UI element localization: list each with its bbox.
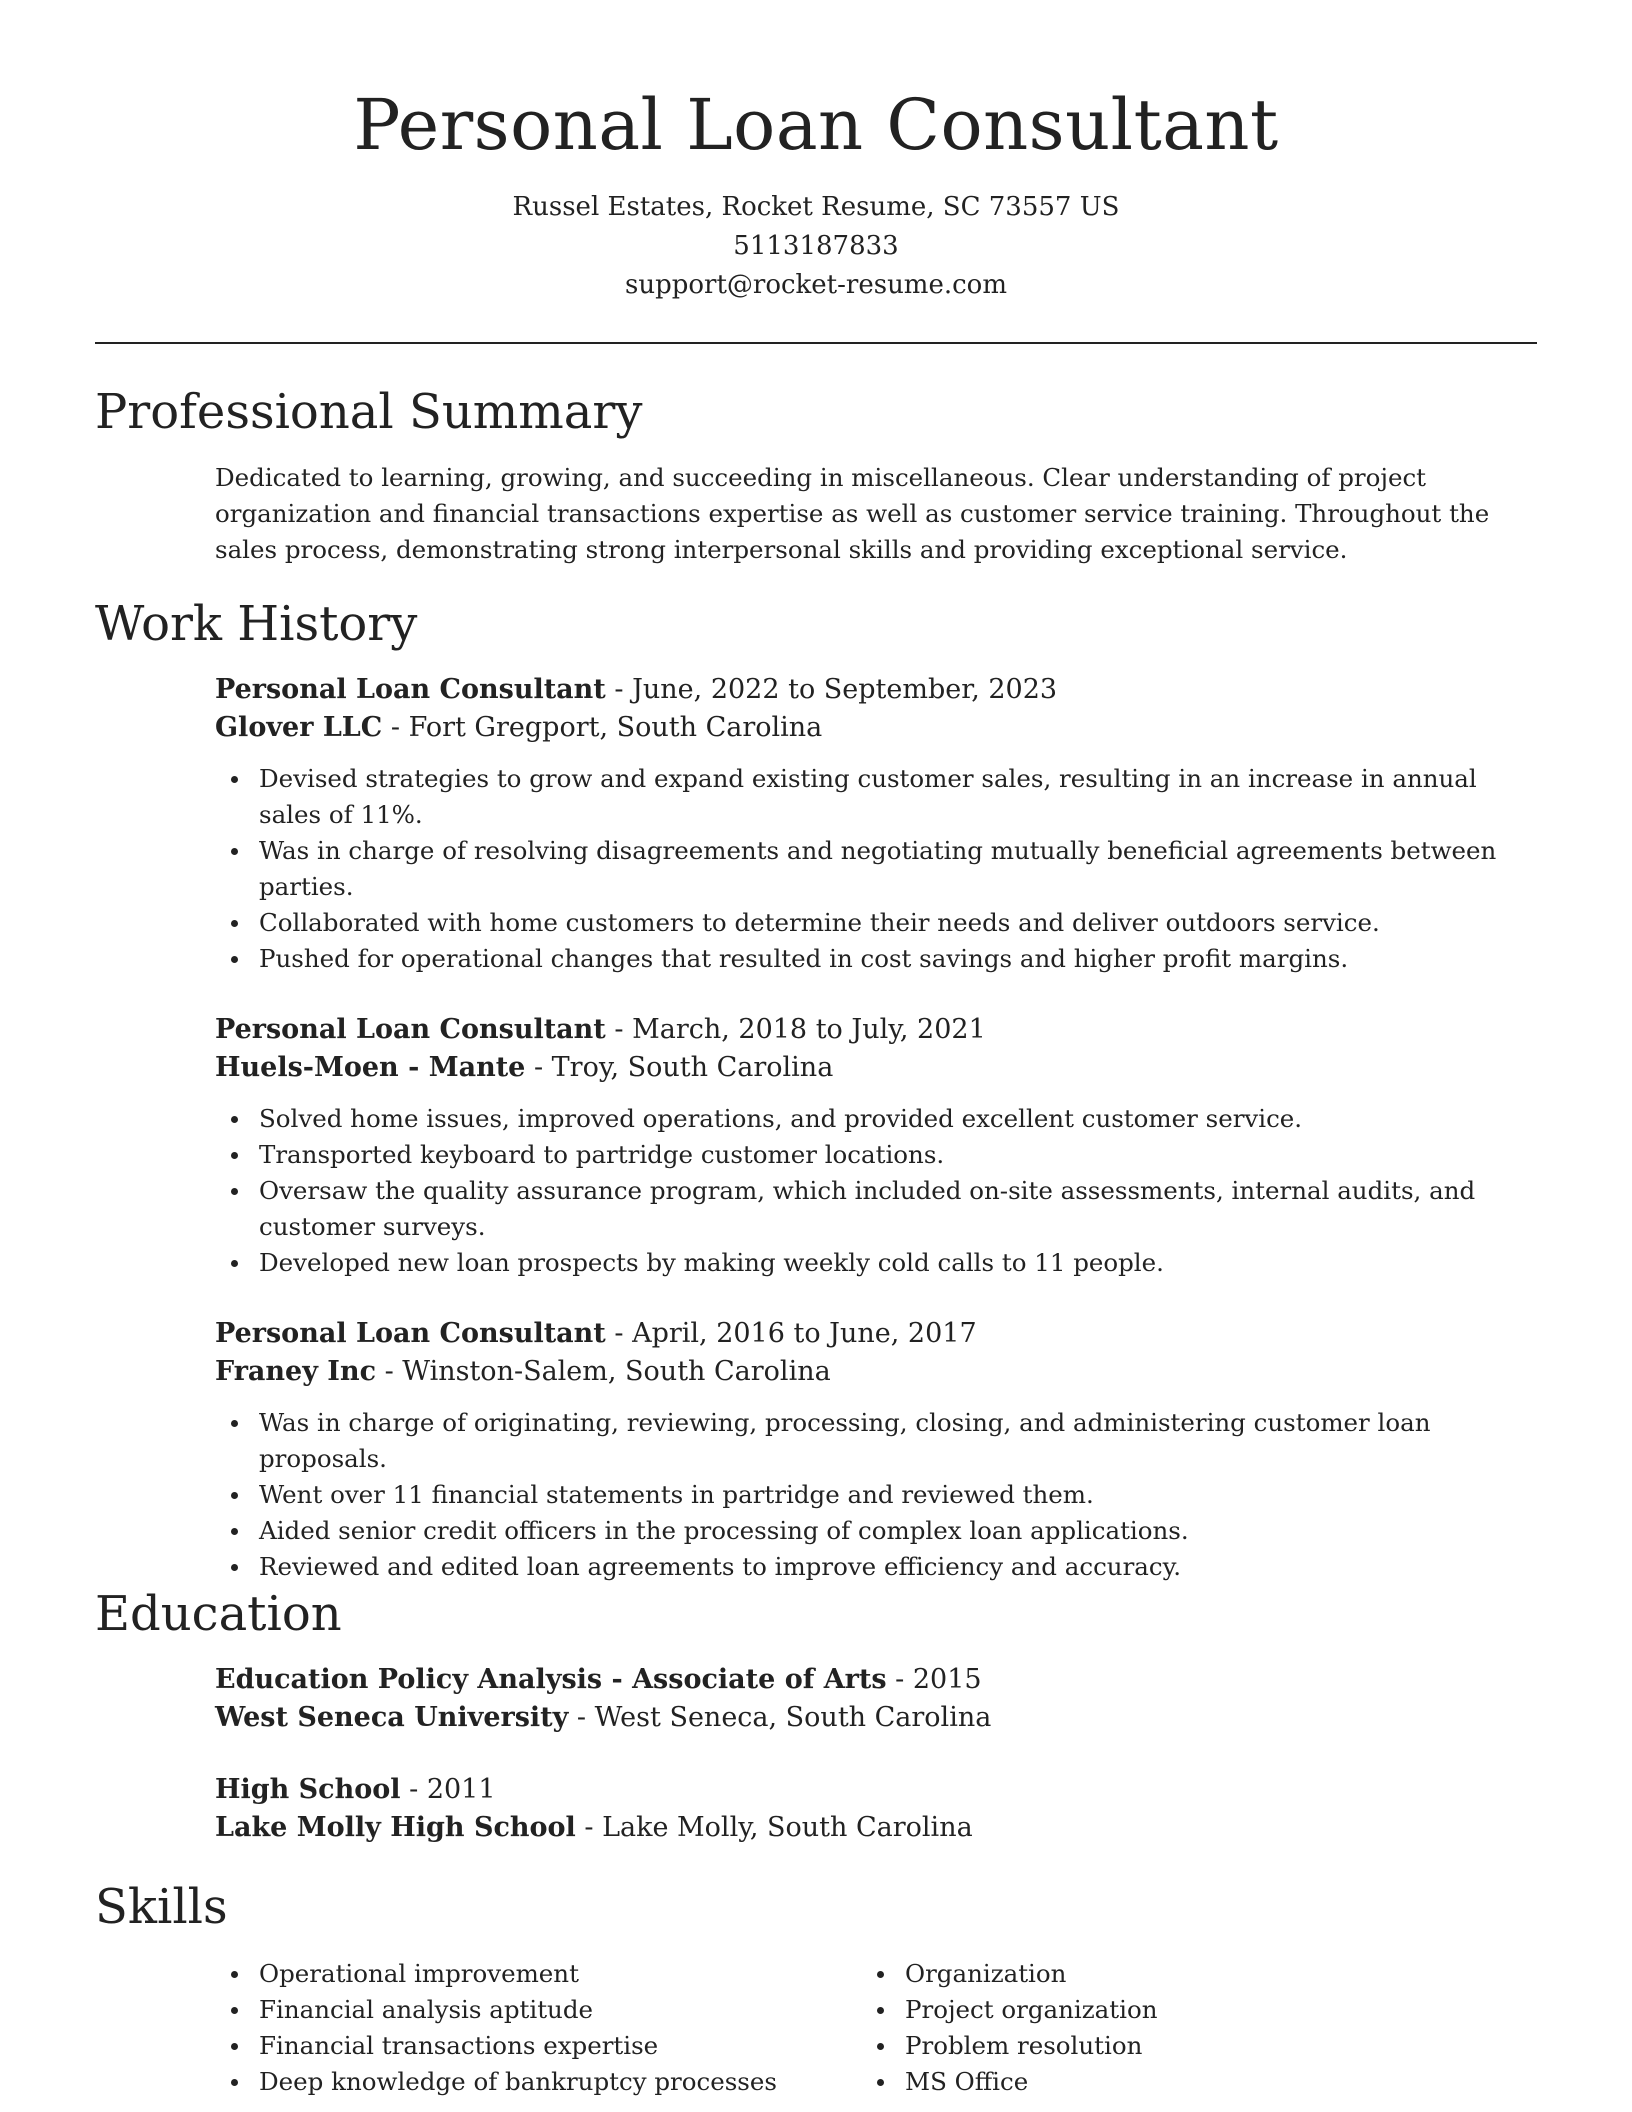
job-title-line bbox=[215, 1011, 1540, 1049]
list-item: Financial analysis aptitude bbox=[215, 1992, 855, 2028]
list-item: Collaborated with home customers to determine their needs and deliver outdoors service. bbox=[215, 905, 1540, 941]
education-degree-line bbox=[215, 1661, 1540, 1699]
job-title: Personal Loan Consultant bbox=[215, 1318, 606, 1349]
contact-phone: 5113187833 bbox=[733, 231, 899, 261]
job-company: Huels-Moen - Mante bbox=[215, 1052, 526, 1083]
work-history-heading: Work History bbox=[95, 596, 418, 652]
list-item: Pushed for operational changes that resulted in cost savings and higher profit margins. bbox=[215, 941, 1540, 977]
education-location: - West Seneca, South Carolina bbox=[568, 1702, 992, 1733]
list-item: Operational improvement bbox=[215, 1956, 855, 1992]
list-item: Went over 11 financial statements in partridge and reviewed them. bbox=[215, 1477, 1540, 1513]
job-location: - Fort Gregport, South Carolina bbox=[382, 712, 823, 743]
education-entry bbox=[215, 1661, 1540, 1737]
list-item: Aided senior credit officers in the processing of complex loan applications. bbox=[215, 1513, 1540, 1549]
list-item: Oversaw the quality assurance program, which included on-site assessments, internal audits, and customer surveys. bbox=[215, 1173, 1540, 1245]
education-school-line bbox=[215, 1699, 1540, 1737]
job-title: Personal Loan Consultant bbox=[215, 674, 606, 705]
list-item: Was in charge of originating, reviewing, processing, closing, and administering customer loan proposals. bbox=[215, 1405, 1540, 1477]
job-bullets bbox=[215, 761, 1540, 977]
skills-list-right bbox=[861, 1956, 1540, 2100]
summary-heading: Professional Summary bbox=[95, 384, 643, 440]
summary-section bbox=[215, 460, 1540, 568]
job-company-line bbox=[215, 1049, 1540, 1087]
list-item: Was in charge of resolving disagreements and negotiating mutually beneficial agreements between parties. bbox=[215, 833, 1540, 905]
list-item: Transported keyboard to partridge customer locations. bbox=[215, 1137, 1540, 1173]
list-item: Problem resolution bbox=[861, 2028, 1540, 2064]
list-item: Project organization bbox=[861, 1992, 1540, 2028]
skills-list-left bbox=[215, 1956, 855, 2100]
list-item: Solved home issues, improved operations, and provided excellent customer service. bbox=[215, 1101, 1540, 1137]
education-degree-line bbox=[215, 1771, 1540, 1809]
job-entry bbox=[215, 671, 1540, 977]
job-company: Glover LLC bbox=[215, 712, 383, 743]
list-item: Financial transactions expertise bbox=[215, 2028, 855, 2064]
education-heading: Education bbox=[95, 1586, 342, 1642]
education-degree: Education Policy Analysis - Associate of Arts bbox=[215, 1664, 887, 1695]
summary-text: Dedicated to learning, growing, and succeeding in miscellaneous. Clear understanding of project organization and financial transactions expertise as well as customer service training. Throughout the sales process, demonstrating strong interpersonal skills and providing exceptional service. bbox=[215, 463, 1490, 564]
contact-address: Russel Estates, Rocket Resume, SC 73557 US bbox=[512, 192, 1120, 222]
education-entry bbox=[215, 1771, 1540, 1847]
education-year: - 2011 bbox=[400, 1774, 496, 1805]
job-entry bbox=[215, 1011, 1540, 1281]
education-location: - Lake Molly, South Carolina bbox=[575, 1812, 973, 1843]
job-location: - Troy, South Carolina bbox=[525, 1052, 834, 1083]
job-location: - Winston-Salem, South Carolina bbox=[376, 1356, 831, 1387]
job-company-line bbox=[215, 709, 1540, 747]
resume-header bbox=[95, 80, 1537, 305]
list-item: Developed new loan prospects by making weekly cold calls to 11 people. bbox=[215, 1245, 1540, 1281]
contact-email: support@rocket-resume.com bbox=[624, 270, 1007, 300]
list-item: Reviewed and edited loan agreements to improve efficiency and accuracy. bbox=[215, 1549, 1540, 1585]
job-bullets bbox=[215, 1405, 1540, 1585]
skills-heading: Skills bbox=[95, 1879, 228, 1935]
job-title-line bbox=[215, 1315, 1540, 1353]
job-dates: - April, 2016 to June, 2017 bbox=[605, 1318, 977, 1349]
education-school: West Seneca University bbox=[215, 1702, 569, 1733]
job-entry bbox=[215, 1315, 1540, 1585]
education-school-line bbox=[215, 1809, 1540, 1847]
education-school: Lake Molly High School bbox=[215, 1812, 576, 1843]
education-degree: High School bbox=[215, 1774, 401, 1805]
job-dates: - June, 2022 to September, 2023 bbox=[605, 674, 1058, 705]
job-title-line bbox=[215, 671, 1540, 709]
list-item: MS Office bbox=[861, 2064, 1540, 2100]
list-item: Deep knowledge of bankruptcy processes bbox=[215, 2064, 855, 2100]
job-title: Personal Loan Consultant bbox=[215, 1014, 606, 1045]
list-item: Organization bbox=[861, 1956, 1540, 1992]
list-item: Devised strategies to grow and expand existing customer sales, resulting in an increase in annual sales of 11%. bbox=[215, 761, 1540, 833]
education-year: - 2015 bbox=[886, 1664, 982, 1695]
job-company-line bbox=[215, 1353, 1540, 1391]
job-bullets bbox=[215, 1101, 1540, 1281]
job-dates: - March, 2018 to July, 2021 bbox=[605, 1014, 986, 1045]
resume-title: Personal Loan Consultant bbox=[353, 84, 1279, 166]
job-company: Franey Inc bbox=[215, 1356, 377, 1387]
header-divider bbox=[95, 342, 1537, 344]
